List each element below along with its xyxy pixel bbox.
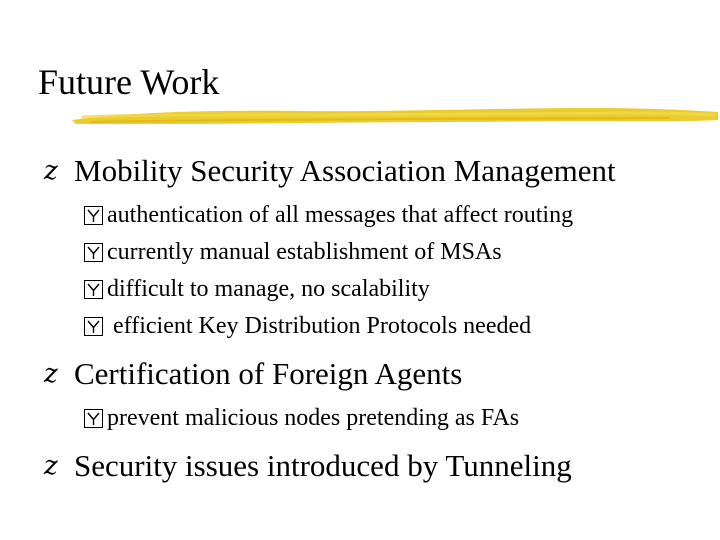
bullet-level1-text: Security issues introduced by Tunneling [74,448,572,483]
bullet-level2 [84,400,714,437]
bullet-level2-text: authentication of all messages that affect routing [107,202,574,228]
slide-title: Future Work [38,62,220,102]
bullet-level2 [84,271,714,308]
bullet-marker-boxed-y-icon [84,206,103,225]
bullet-marker-boxed-y-icon [84,409,103,428]
bullet-level1 [44,445,714,487]
bullet-level2 [84,308,714,345]
bullet-list [44,150,714,492]
bullet-marker-z-icon: z [44,156,58,186]
bullet-level2 [84,234,714,271]
bullet-level2-text: prevent malicious nodes pretending as FAs [107,405,520,431]
bullet-level1-text: Mobility Security Association Management [74,153,616,188]
bullet-level1 [44,150,714,192]
bullet-level2-text: difficult to manage, no scalability [107,276,430,302]
sub-bullet-list [84,197,714,345]
bullet-marker-boxed-y-icon [84,280,103,299]
bullet-level2-text: efficient Key Distribution Protocols needed [107,313,532,339]
bullet-marker-z-icon: z [44,451,58,481]
bullet-marker-boxed-y-icon [84,243,103,262]
bullet-level2-text: currently manual establishment of MSAs [107,239,502,265]
bullet-marker-boxed-y-icon [84,317,103,336]
bullet-level1 [44,353,714,395]
sub-bullet-list [84,400,714,437]
title-underline-brush [70,100,720,130]
bullet-level1-text: Certification of Foreign Agents [74,356,463,391]
bullet-marker-z-icon: z [44,359,58,389]
bullet-level2 [84,197,714,234]
